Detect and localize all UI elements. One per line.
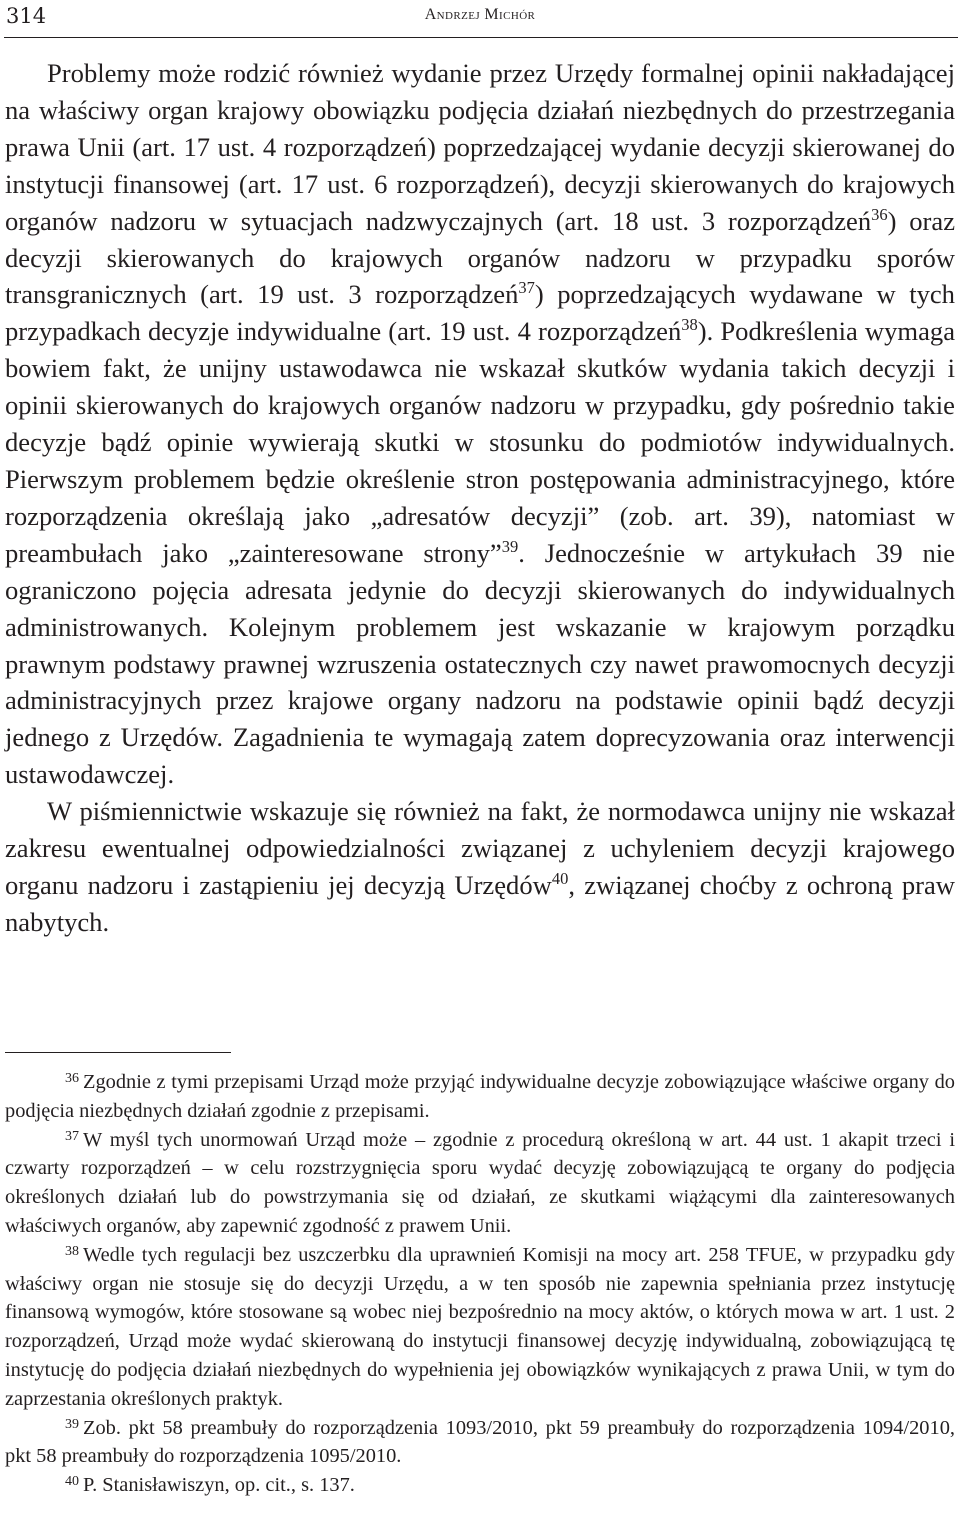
- footnote-reference[interactable]: 36: [871, 204, 888, 224]
- paragraph-text: , związanej choćby z ochroną praw nabytych.: [5, 869, 955, 937]
- running-head-author: Andrzej Michór: [424, 6, 536, 23]
- footnote: 40 P. Stanisławiszyn, op. cit., s. 137.: [65, 1474, 355, 1497]
- paragraph: [5, 55, 955, 793]
- footnote-reference[interactable]: 38: [681, 315, 698, 335]
- paragraph-text: W piśmiennictwie wskazuje się również na fakt, że normodawca unijny nie wskazał zakresu ewentualnej odpowiedzialności związanej z uchyleniem decyzji krajowego organu nadzoru i zastąpieniu jej decyzją Urzędów: [5, 796, 955, 900]
- paragraph: [5, 793, 955, 941]
- paragraph-text: ) oraz decyzji skierowanych do krajowych organów nadzoru w przypadku sporów transgranicznych (art. 19 ust. 3 rozporządzeń: [5, 205, 955, 310]
- paragraph-text: ). Podkreślenia wymaga bowiem fakt, że unijny ustawodawca nie wskazał skutków wydania takich decyzji i opinii skierowanych do krajowych organów nadzoru w przypadku, gdy pośrednio takie decyzje bądź opinie wywierają skutki w stosunku do podmiotów indywidualnych. Pierwszym problemem będzie określenie stron postępowania administracyjnego, które rozporządzenia określają jako „adresatów decyzji” (zob. art. 39), natomiast w preambułach jako „zainteresowane strony”: [5, 316, 956, 568]
- page-header: [0, 0, 960, 44]
- footnote-text: P. Stanisławiszyn, op. cit., s. 137.: [83, 1474, 355, 1497]
- footnote: 38 Wedle tych regulacji bez uszczerbku dla uprawnień Komisji na mocy art. 258 TFUE, w przypadku gdy właściwy organ nie stosuje się do decyzji Urzędu, a w ten sposób nie zapewnia spełniania przez instytucję finansową wymogów, które stosowane są wobec niej bezpośrednio na mocy aktów, o których mowa w art. 1 ust. 2 rozporządzeń, Urząd może wydać skierowaną do instytucji finansowej decyzję indywidualną, zobowiązującą tę instytucję do podjęcia działań niezbędnych do wypełnienia jej obowiązków wynikających z prawa Unii, w tym do zaprzestania określonych praktyk.: [5, 1243, 955, 1410]
- footnote-reference[interactable]: 40: [551, 869, 569, 889]
- main-text: [5, 55, 955, 941]
- footnote: 36 Zgodnie z tymi przepisami Urząd może przyjąć indywidualne decyzje zobowiązujące właściwe organy do podjęcia niezbędnych działań zgodnie z przepisami.: [5, 1071, 955, 1122]
- footnote-text: Zob. pkt 58 preambuły do rozporządzenia 1093/2010, pkt 59 preambuły do rozporządzenia 1094/2010, pkt 58 preambuły do rozporządzenia 1095/2010.: [5, 1416, 955, 1468]
- footnote-text: W myśl tych unormowań Urząd może – zgodnie z procedurą określoną w art. 44 ust. 1 akapit trzeci i czwarty rozporządzeń – w celu rozstrzygnięcia sporu wydać decyzję zobowiązującą te organy do podjęcia określonych działań lub do powstrzymania się od działań, ze skutkami wiążącymi dla zainteresowanych właściwych organów, aby zapewnić zgodność z prawem Unii.: [5, 1128, 955, 1237]
- footnote-text: Wedle tych regulacji bez uszczerbku dla uprawnień Komisji na mocy art. 258 TFUE, w przypadku gdy właściwy organ nie stosuje się do decyzji Urzędu, a w ten sposób nie zapewnia spełniania przez instytucję finansową wymogów, które stosowane są wobec niej bezpośrednio na mocy aktów, o których mowa w art. 1 ust. 2 rozporządzeń, Urząd może wydać skierowaną do instytucji finansowej decyzję indywidualną, zobowiązującą tę instytucję do podjęcia działań niezbędnych do wypełnienia jej obowiązków wynikających z prawa Unii, w tym do zaprzestania określonych praktyk.: [5, 1243, 955, 1410]
- page-number: 314: [6, 4, 47, 28]
- paragraph-text: ) poprzedzających wydawane w tych przypadkach decyzje indywidualne (art. 19 ust. 4 rozporządzeń: [5, 279, 955, 347]
- footnote-separator: [5, 1052, 231, 1053]
- footnotes: [5, 1068, 955, 1500]
- paragraph-text: Problemy może rodzić również wydanie przez Urzędy formalnej opinii nakładającej na właściwy organ krajowy obowiązku podjęcia działań niezbędnych do przestrzegania prawa Unii (art. 17 ust. 4 rozporządzeń) poprzedzającej wydanie decyzji skierowanej do instytucji finansowej (art. 17 ust. 6 rozporządzeń), decyzji skierowanych do krajowych organów nadzoru w sytuacjach nadzwyczajnych (art. 18 ust. 3 rozporządzeń: [5, 58, 955, 236]
- paragraph-text: . Jednocześnie w artykułach 39 nie ograniczono pojęcia adresata jedynie do decyzji skierowanych do indywidualnych administrowanych. Kolejnym problemem jest wskazanie w krajowym porządku prawnym podstawy prawnej wzruszenia ostatecznych czy nawet prawomocnych decyzji administracyjnych przez krajowe organy nadzoru na podstawie opinii bądź decyzji jednego z Urzędów. Zagadnienia te wymagają zatem doprecyzowania oraz interwencji ustawodawczej.: [5, 537, 955, 790]
- header-rule: [4, 37, 958, 38]
- footnote: 39 Zob. pkt 58 preambuły do rozporządzenia 1093/2010, pkt 59 preambuły do rozporządzenia 1094/2010, pkt 58 preambuły do rozporządzenia 1095/2010.: [5, 1416, 955, 1468]
- footnote-reference[interactable]: 39: [501, 536, 519, 556]
- footnote: 37 W myśl tych unormowań Urząd może – zgodnie z procedurą określoną w art. 44 ust. 1 akapit trzeci i czwarty rozporządzeń – w celu rozstrzygnięcia sporu wydać decyzję zobowiązującą te organy do podjęcia określonych działań lub do powstrzymania się od działań, ze skutkami wiążącymi dla zainteresowanych właściwych organów, aby zapewnić zgodność z prawem Unii.: [5, 1128, 955, 1237]
- footnote-text: Zgodnie z tymi przepisami Urząd może przyjąć indywidualne decyzje zobowiązujące właściwe organy do podjęcia niezbędnych działań zgodnie z przepisami.: [5, 1071, 955, 1122]
- footnote-reference[interactable]: 37: [518, 278, 535, 298]
